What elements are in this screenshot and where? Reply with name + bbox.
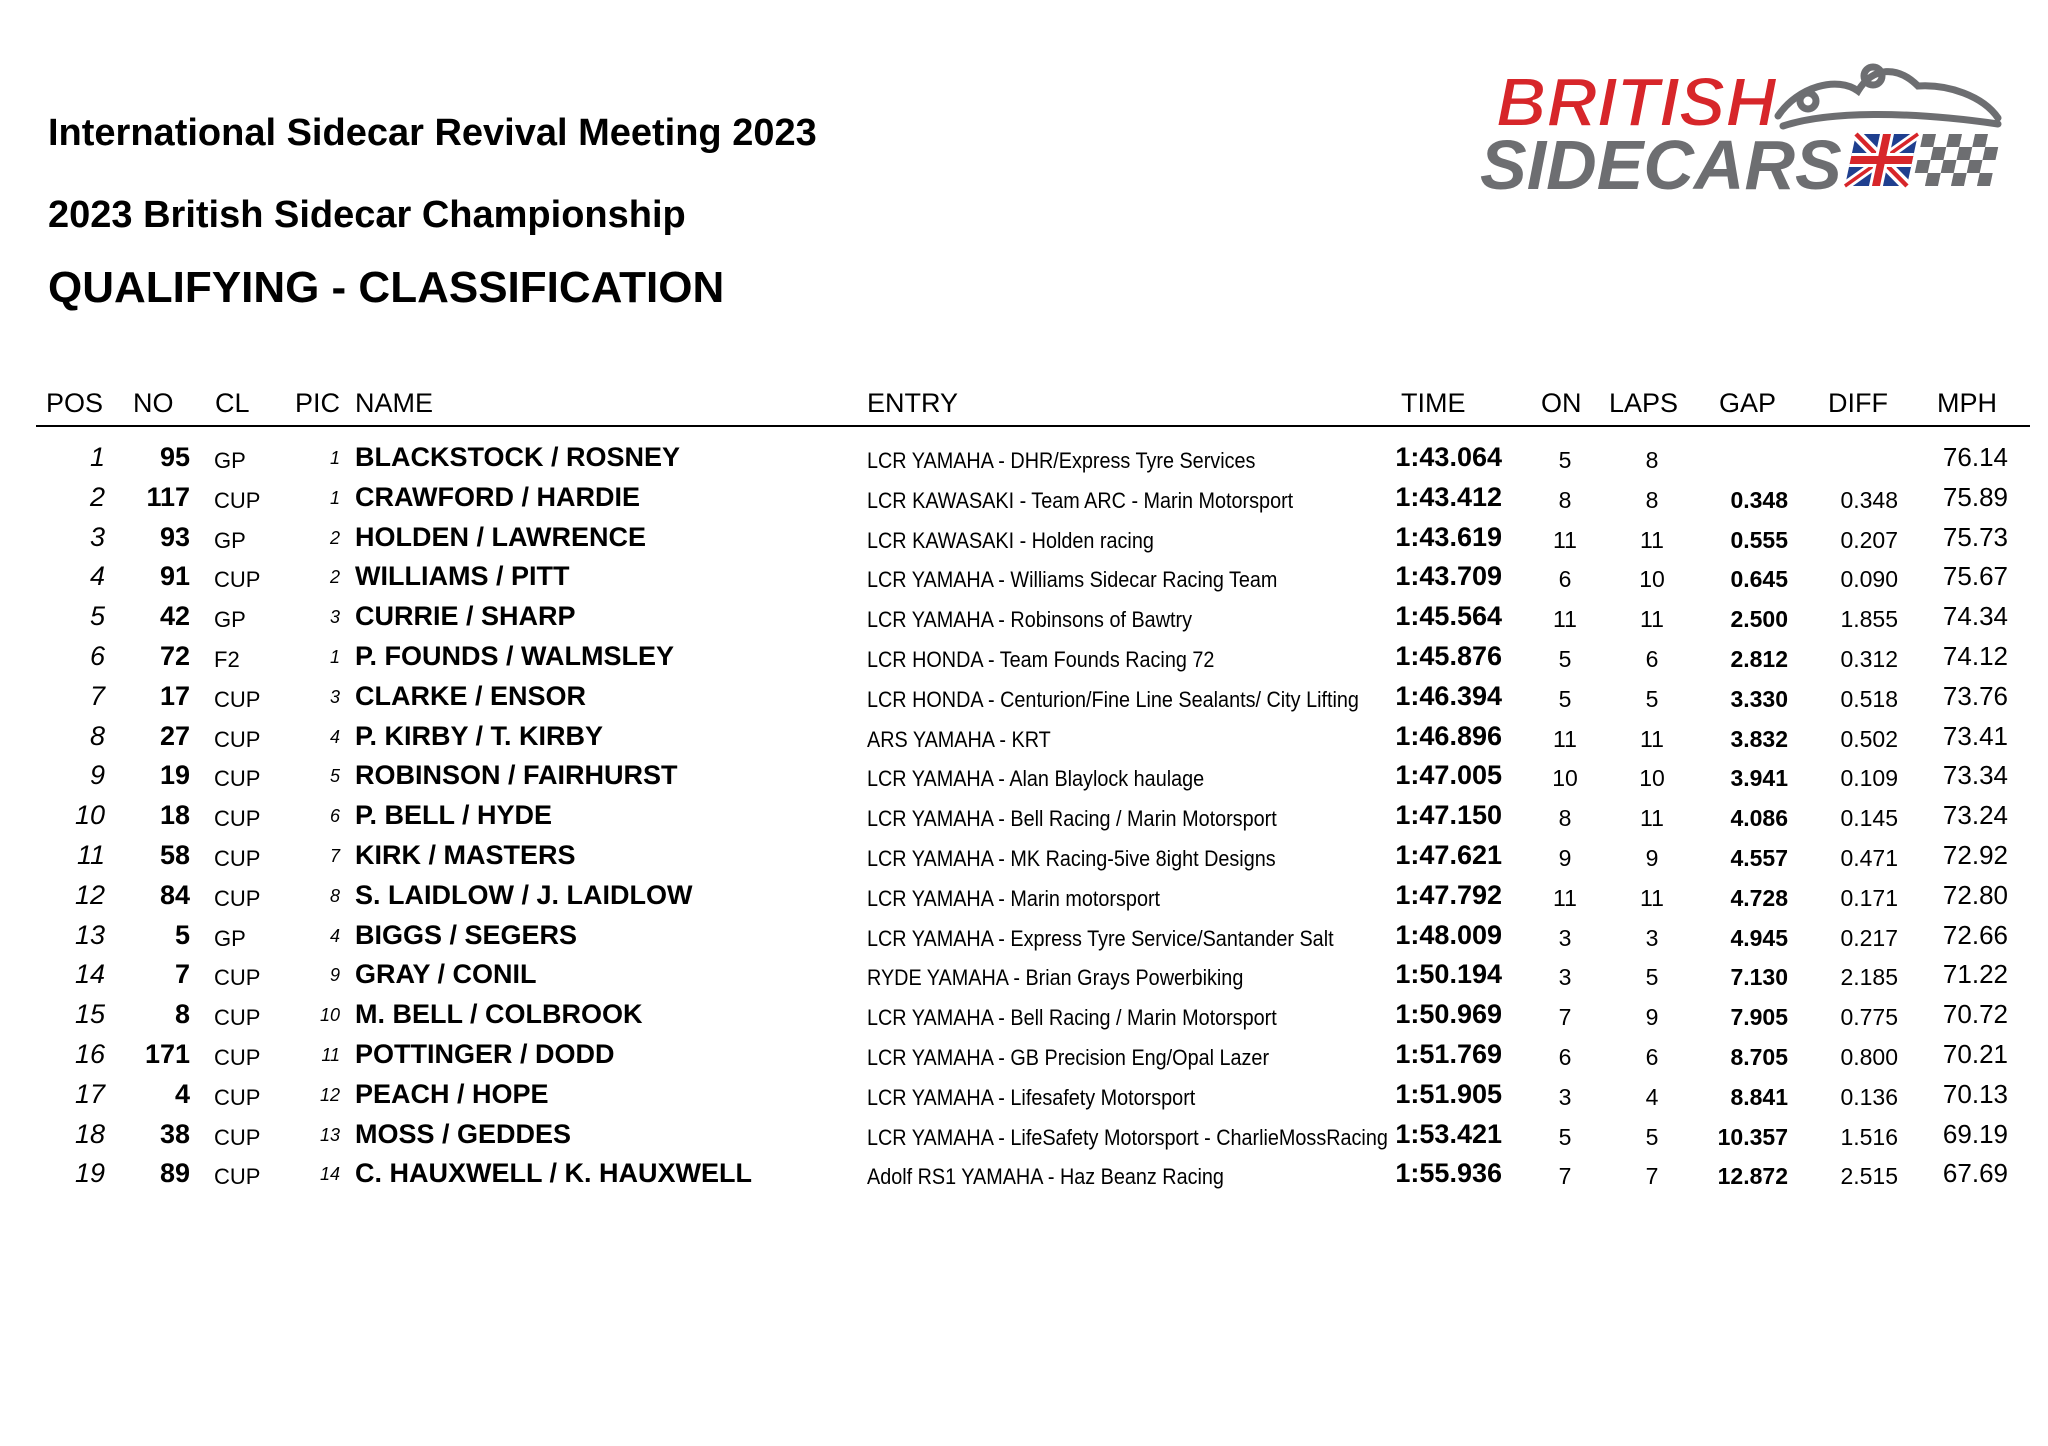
- cell-pos: 10: [74, 800, 105, 830]
- cell-cl: CUP: [214, 766, 261, 791]
- cell-on: 11: [1553, 527, 1577, 553]
- table-row: [0, 995, 2048, 1035]
- cell-entry: LCR YAMAHA - GB Precision Eng/Opal Lazer: [867, 1045, 1270, 1070]
- cell-laps: 11: [1640, 726, 1664, 752]
- cell-diff: 0.136: [1840, 1084, 1898, 1110]
- cell-cl: GP: [214, 607, 246, 632]
- cell-time: 1:47.621: [1395, 840, 1502, 870]
- cell-mph: 73.41: [1942, 721, 2008, 751]
- table-row: [0, 1154, 2048, 1194]
- cell-mph: 69.19: [1942, 1119, 2008, 1149]
- cell-cl: GP: [214, 528, 246, 553]
- cell-on: 8: [1558, 805, 1572, 831]
- cell-pic: 1: [329, 488, 340, 508]
- cell-no: 27: [159, 721, 190, 751]
- cell-diff: 0.207: [1840, 527, 1898, 553]
- cell-cl: GP: [214, 448, 246, 473]
- cell-entry: LCR HONDA - Centurion/Fine Line Sealants/ City Lifting: [867, 687, 1359, 712]
- cell-time: 1:50.969: [1395, 999, 1502, 1029]
- cell-entry: Adolf RS1 YAMAHA - Haz Beanz Racing: [867, 1164, 1224, 1189]
- cell-gap: 7.905: [1730, 1004, 1788, 1030]
- sidecar-outline-icon: [1778, 67, 1998, 126]
- cell-gap: 0.348: [1730, 487, 1788, 513]
- cell-time: 1:47.150: [1395, 800, 1502, 830]
- cell-laps: 8: [1645, 447, 1659, 473]
- table-row: [0, 717, 2048, 757]
- cell-pos: 14: [74, 959, 105, 989]
- cell-pos: 16: [74, 1039, 105, 1069]
- cell-pic: 12: [319, 1085, 340, 1105]
- cell-entry: LCR HONDA - Team Founds Racing 72: [867, 647, 1215, 672]
- cell-time: 1:51.769: [1395, 1039, 1502, 1069]
- championship-title: 2023 British Sidecar Championship: [48, 194, 686, 236]
- cell-diff: 0.518: [1840, 686, 1898, 712]
- cell-on: 5: [1558, 686, 1572, 712]
- cell-name: P. FOUNDS / WALMSLEY: [355, 641, 675, 671]
- table-row: [0, 876, 2048, 916]
- cell-name: M. BELL / COLBROOK: [355, 999, 643, 1029]
- cell-gap: 4.945: [1730, 925, 1788, 951]
- cell-time: 1:55.936: [1395, 1158, 1502, 1188]
- cell-name: C. HAUXWELL / K. HAUXWELL: [355, 1158, 752, 1188]
- cell-on: 11: [1553, 726, 1577, 752]
- cell-pic: 1: [329, 448, 340, 468]
- cell-entry: LCR YAMAHA - Bell Racing / Marin Motorsport: [867, 1005, 1277, 1030]
- cell-no: 5: [174, 920, 190, 950]
- cell-pic: 10: [319, 1005, 340, 1025]
- cell-name: CURRIE / SHARP: [355, 601, 576, 631]
- cell-mph: 71.22: [1942, 959, 2008, 989]
- cell-laps: 4: [1645, 1084, 1659, 1110]
- cell-on: 8: [1558, 487, 1572, 513]
- cell-laps: 11: [1640, 885, 1664, 911]
- cell-gap: 10.357: [1717, 1124, 1788, 1150]
- cell-no: 72: [159, 641, 190, 671]
- cell-time: 1:43.064: [1395, 442, 1502, 472]
- cell-gap: 3.330: [1730, 686, 1788, 712]
- cell-gap: 2.500: [1730, 606, 1788, 632]
- cell-mph: 75.73: [1942, 522, 2008, 552]
- cell-time: 1:43.619: [1395, 522, 1502, 552]
- cell-pic: 4: [329, 926, 340, 946]
- cell-pos: 1: [89, 442, 105, 472]
- col-on: ON: [1541, 388, 1582, 418]
- cell-gap: 12.872: [1717, 1163, 1788, 1189]
- cell-laps: 11: [1640, 527, 1664, 553]
- cell-no: 84: [159, 880, 190, 910]
- cell-time: 1:51.905: [1395, 1079, 1502, 1109]
- cell-pic: 1: [329, 647, 340, 667]
- cell-no: 18: [159, 800, 190, 830]
- col-laps: LAPS: [1609, 388, 1679, 418]
- logo-line2: SIDECARS: [1480, 126, 1842, 204]
- cell-cl: CUP: [214, 1085, 261, 1110]
- cell-cl: CUP: [214, 727, 261, 752]
- cell-diff: 0.217: [1840, 925, 1898, 951]
- cell-pic: 11: [321, 1045, 340, 1065]
- cell-gap: 2.812: [1730, 646, 1788, 672]
- cell-laps: 9: [1645, 845, 1659, 871]
- cell-no: 117: [146, 482, 190, 512]
- header-divider: [36, 425, 2030, 427]
- cell-pic: 3: [329, 687, 340, 707]
- cell-cl: CUP: [214, 965, 261, 990]
- cell-name: P. KIRBY / T. KIRBY: [355, 721, 604, 751]
- cell-name: S. LAIDLOW / J. LAIDLOW: [355, 880, 693, 910]
- table-row: [0, 1035, 2048, 1075]
- cell-cl: CUP: [214, 806, 261, 831]
- cell-diff: 0.109: [1840, 765, 1898, 791]
- cell-pic: 14: [319, 1164, 340, 1184]
- table-row: [0, 597, 2048, 637]
- cell-cl: CUP: [214, 1045, 261, 1070]
- cell-mph: 75.89: [1942, 482, 2008, 512]
- cell-entry: LCR YAMAHA - MK Racing-5ive 8ight Designs: [867, 846, 1276, 871]
- cell-name: CLARKE / ENSOR: [355, 681, 587, 711]
- table-row: [0, 637, 2048, 677]
- cell-laps: 10: [1639, 765, 1665, 791]
- cell-entry: LCR YAMAHA - Williams Sidecar Racing Team: [867, 567, 1278, 592]
- cell-diff: 0.090: [1840, 566, 1898, 592]
- cell-no: 4: [174, 1079, 190, 1109]
- cell-pos: 7: [89, 681, 105, 711]
- cell-entry: LCR KAWASAKI - Team ARC - Marin Motorsport: [867, 488, 1294, 513]
- col-pos: POS: [46, 388, 104, 418]
- event-title: International Sidecar Revival Meeting 2023: [48, 112, 817, 154]
- cell-name: CRAWFORD / HARDIE: [355, 482, 640, 512]
- cell-laps: 5: [1645, 1124, 1659, 1150]
- checkered-flag-icon: [1912, 134, 2001, 186]
- cell-no: 8: [174, 999, 190, 1029]
- cell-laps: 11: [1640, 805, 1664, 831]
- cell-gap: 4.557: [1730, 845, 1788, 871]
- cell-diff: 0.171: [1840, 885, 1898, 911]
- cell-entry: LCR YAMAHA - Alan Blaylock haulage: [867, 766, 1205, 791]
- cell-pic: 2: [329, 567, 340, 587]
- cell-time: 1:53.421: [1395, 1119, 1502, 1149]
- cell-entry: LCR YAMAHA - LifeSafety Motorsport - CharlieMossRacing: [867, 1125, 1388, 1150]
- cell-name: ROBINSON / FAIRHURST: [355, 760, 678, 790]
- cell-laps: 5: [1645, 686, 1659, 712]
- cell-laps: 3: [1645, 925, 1659, 951]
- british-sidecars-logo: [1478, 56, 2008, 204]
- cell-mph: 72.66: [1942, 920, 2008, 950]
- cell-name: KIRK / MASTERS: [355, 840, 576, 870]
- cell-cl: CUP: [214, 1005, 261, 1030]
- cell-laps: 11: [1640, 606, 1664, 632]
- cell-gap: 8.705: [1730, 1044, 1788, 1070]
- cell-diff: 0.800: [1840, 1044, 1898, 1070]
- col-pic: PIC: [295, 388, 341, 418]
- cell-pic: 8: [329, 886, 340, 906]
- cell-mph: 70.21: [1942, 1039, 2008, 1069]
- cell-name: POTTINGER / DODD: [355, 1039, 615, 1069]
- cell-cl: CUP: [214, 567, 261, 592]
- table-row: [0, 796, 2048, 836]
- cell-pos: 18: [74, 1119, 105, 1149]
- cell-pos: 3: [89, 522, 105, 552]
- cell-mph: 72.92: [1942, 840, 2008, 870]
- cell-time: 1:46.896: [1395, 721, 1502, 751]
- cell-laps: 8: [1645, 487, 1659, 513]
- cell-on: 10: [1552, 765, 1578, 791]
- cell-pos: 13: [74, 920, 105, 950]
- cell-cl: CUP: [214, 687, 261, 712]
- cell-pos: 6: [89, 641, 105, 671]
- table-row: [0, 438, 2048, 478]
- cell-time: 1:45.564: [1395, 601, 1502, 631]
- table-row: [0, 1075, 2048, 1115]
- cell-pic: 6: [329, 806, 340, 826]
- cell-entry: LCR YAMAHA - DHR/Express Tyre Services: [867, 448, 1256, 473]
- cell-no: 58: [159, 840, 190, 870]
- cell-no: 42: [159, 601, 190, 631]
- cell-time: 1:43.412: [1395, 482, 1502, 512]
- cell-pic: 13: [319, 1125, 340, 1145]
- cell-mph: 73.24: [1942, 800, 2008, 830]
- cell-gap: 0.645: [1730, 566, 1788, 592]
- cell-time: 1:50.194: [1395, 959, 1502, 989]
- cell-pos: 5: [89, 601, 105, 631]
- cell-no: 93: [159, 522, 190, 552]
- cell-gap: 7.130: [1730, 964, 1788, 990]
- cell-laps: 6: [1645, 646, 1659, 672]
- col-mph: MPH: [1937, 388, 1997, 418]
- cell-mph: 74.34: [1942, 601, 2008, 631]
- cell-gap: 0.555: [1730, 527, 1788, 553]
- cell-laps: 6: [1645, 1044, 1659, 1070]
- cell-pos: 2: [89, 482, 105, 512]
- cell-on: 5: [1558, 1124, 1572, 1150]
- col-no: NO: [133, 388, 174, 418]
- table-row: [0, 557, 2048, 597]
- table-row: [0, 478, 2048, 518]
- cell-cl: CUP: [214, 886, 261, 911]
- cell-pos: 15: [74, 999, 105, 1029]
- table-row: [0, 1115, 2048, 1155]
- cell-gap: 3.941: [1730, 765, 1788, 791]
- col-entry: ENTRY: [867, 388, 959, 418]
- cell-mph: 74.12: [1942, 641, 2008, 671]
- cell-on: 7: [1558, 1004, 1572, 1030]
- cell-diff: 0.775: [1840, 1004, 1898, 1030]
- cell-gap: 4.728: [1730, 885, 1788, 911]
- cell-time: 1:47.005: [1395, 760, 1502, 790]
- session-title: QUALIFYING - CLASSIFICATION: [48, 263, 725, 312]
- cell-diff: 2.515: [1840, 1163, 1898, 1189]
- cell-on: 5: [1558, 447, 1572, 473]
- cell-on: 11: [1553, 885, 1577, 911]
- cell-laps: 9: [1645, 1004, 1659, 1030]
- cell-name: MOSS / GEDDES: [355, 1119, 572, 1149]
- cell-name: BIGGS / SEGERS: [355, 920, 578, 950]
- cell-entry: LCR YAMAHA - Robinsons of Bawtry: [867, 607, 1192, 632]
- cell-laps: 10: [1639, 566, 1665, 592]
- col-gap: GAP: [1719, 388, 1777, 418]
- cell-pos: 4: [89, 561, 105, 591]
- cell-cl: CUP: [214, 1125, 261, 1150]
- cell-time: 1:48.009: [1395, 920, 1502, 950]
- table-row: [0, 677, 2048, 717]
- cell-diff: 1.855: [1840, 606, 1898, 632]
- cell-on: 5: [1558, 646, 1572, 672]
- cell-no: 17: [159, 681, 190, 711]
- cell-mph: 67.69: [1942, 1158, 2008, 1188]
- cell-on: 3: [1558, 1084, 1572, 1110]
- cell-diff: 0.312: [1840, 646, 1898, 672]
- cell-cl: F2: [214, 647, 240, 672]
- cell-time: 1:43.709: [1395, 561, 1502, 591]
- cell-diff: 1.516: [1840, 1124, 1898, 1150]
- table-row: [0, 518, 2048, 558]
- cell-name: BLACKSTOCK / ROSNEY: [355, 442, 681, 472]
- cell-name: WILLIAMS / PITT: [355, 561, 570, 591]
- cell-time: 1:46.394: [1395, 681, 1502, 711]
- cell-no: 19: [159, 760, 190, 790]
- logo-line1: BRITISH: [1496, 63, 1776, 141]
- cell-on: 6: [1558, 566, 1572, 592]
- cell-diff: 0.145: [1840, 805, 1898, 831]
- cell-cl: GP: [214, 926, 246, 951]
- cell-name: GRAY / CONIL: [355, 959, 537, 989]
- cell-no: 38: [159, 1119, 190, 1149]
- cell-mph: 76.14: [1942, 442, 2008, 472]
- cell-diff: 2.185: [1840, 964, 1898, 990]
- cell-mph: 75.67: [1942, 561, 2008, 591]
- cell-mph: 70.72: [1942, 999, 2008, 1029]
- cell-entry: RYDE YAMAHA - Brian Grays Powerbiking: [867, 965, 1244, 990]
- cell-time: 1:45.876: [1395, 641, 1502, 671]
- table-row: [0, 916, 2048, 956]
- cell-on: 7: [1558, 1163, 1572, 1189]
- table-row: [0, 756, 2048, 796]
- cell-no: 91: [159, 561, 190, 591]
- cell-cl: CUP: [214, 846, 261, 871]
- cell-mph: 72.80: [1942, 880, 2008, 910]
- cell-mph: 73.76: [1942, 681, 2008, 711]
- cell-diff: 0.502: [1840, 726, 1898, 752]
- cell-on: 9: [1558, 845, 1572, 871]
- cell-pos: 12: [74, 880, 105, 910]
- cell-pic: 5: [329, 766, 340, 786]
- cell-cl: CUP: [214, 1164, 261, 1189]
- cell-pos: 8: [89, 721, 105, 751]
- cell-no: 89: [159, 1158, 190, 1188]
- cell-pic: 9: [329, 965, 340, 985]
- cell-no: 95: [159, 442, 190, 472]
- cell-on: 11: [1553, 606, 1577, 632]
- col-name: NAME: [355, 388, 434, 418]
- cell-on: 3: [1558, 964, 1572, 990]
- cell-name: PEACH / HOPE: [355, 1079, 549, 1109]
- cell-time: 1:47.792: [1395, 880, 1502, 910]
- table-header: [0, 382, 2048, 422]
- cell-diff: 0.348: [1840, 487, 1898, 513]
- col-cl: CL: [215, 388, 250, 418]
- cell-gap: 8.841: [1730, 1084, 1788, 1110]
- cell-pic: 2: [329, 528, 340, 548]
- cell-on: 6: [1558, 1044, 1572, 1070]
- cell-on: 3: [1558, 925, 1572, 951]
- cell-pic: 7: [329, 846, 340, 866]
- cell-pos: 11: [76, 840, 105, 870]
- cell-entry: LCR YAMAHA - Express Tyre Service/Santander Salt: [867, 926, 1334, 951]
- cell-pic: 3: [329, 607, 340, 627]
- cell-pos: 19: [74, 1158, 105, 1188]
- cell-pos: 17: [74, 1079, 105, 1109]
- cell-entry: ARS YAMAHA - KRT: [867, 727, 1051, 752]
- cell-entry: LCR KAWASAKI - Holden racing: [867, 528, 1154, 553]
- col-time: TIME: [1401, 388, 1466, 418]
- cell-entry: LCR YAMAHA - Marin motorsport: [867, 886, 1161, 911]
- cell-entry: LCR YAMAHA - Bell Racing / Marin Motorsport: [867, 806, 1277, 831]
- cell-no: 7: [174, 959, 190, 989]
- cell-gap: 3.832: [1730, 726, 1788, 752]
- col-diff: DIFF: [1828, 388, 1888, 418]
- cell-diff: 0.471: [1840, 845, 1898, 871]
- cell-entry: LCR YAMAHA - Lifesafety Motorsport: [867, 1085, 1196, 1110]
- table-row: [0, 836, 2048, 876]
- cell-mph: 73.34: [1942, 760, 2008, 790]
- cell-cl: CUP: [214, 488, 261, 513]
- cell-laps: 5: [1645, 964, 1659, 990]
- cell-laps: 7: [1645, 1163, 1659, 1189]
- table-row: [0, 955, 2048, 995]
- cell-name: HOLDEN / LAWRENCE: [355, 522, 647, 552]
- union-flag-icon: [1845, 134, 1918, 186]
- cell-pos: 9: [89, 760, 105, 790]
- cell-name: P. BELL / HYDE: [355, 800, 553, 830]
- cell-pic: 4: [329, 727, 340, 747]
- cell-no: 171: [144, 1039, 190, 1069]
- cell-gap: 4.086: [1730, 805, 1788, 831]
- cell-mph: 70.13: [1942, 1079, 2008, 1109]
